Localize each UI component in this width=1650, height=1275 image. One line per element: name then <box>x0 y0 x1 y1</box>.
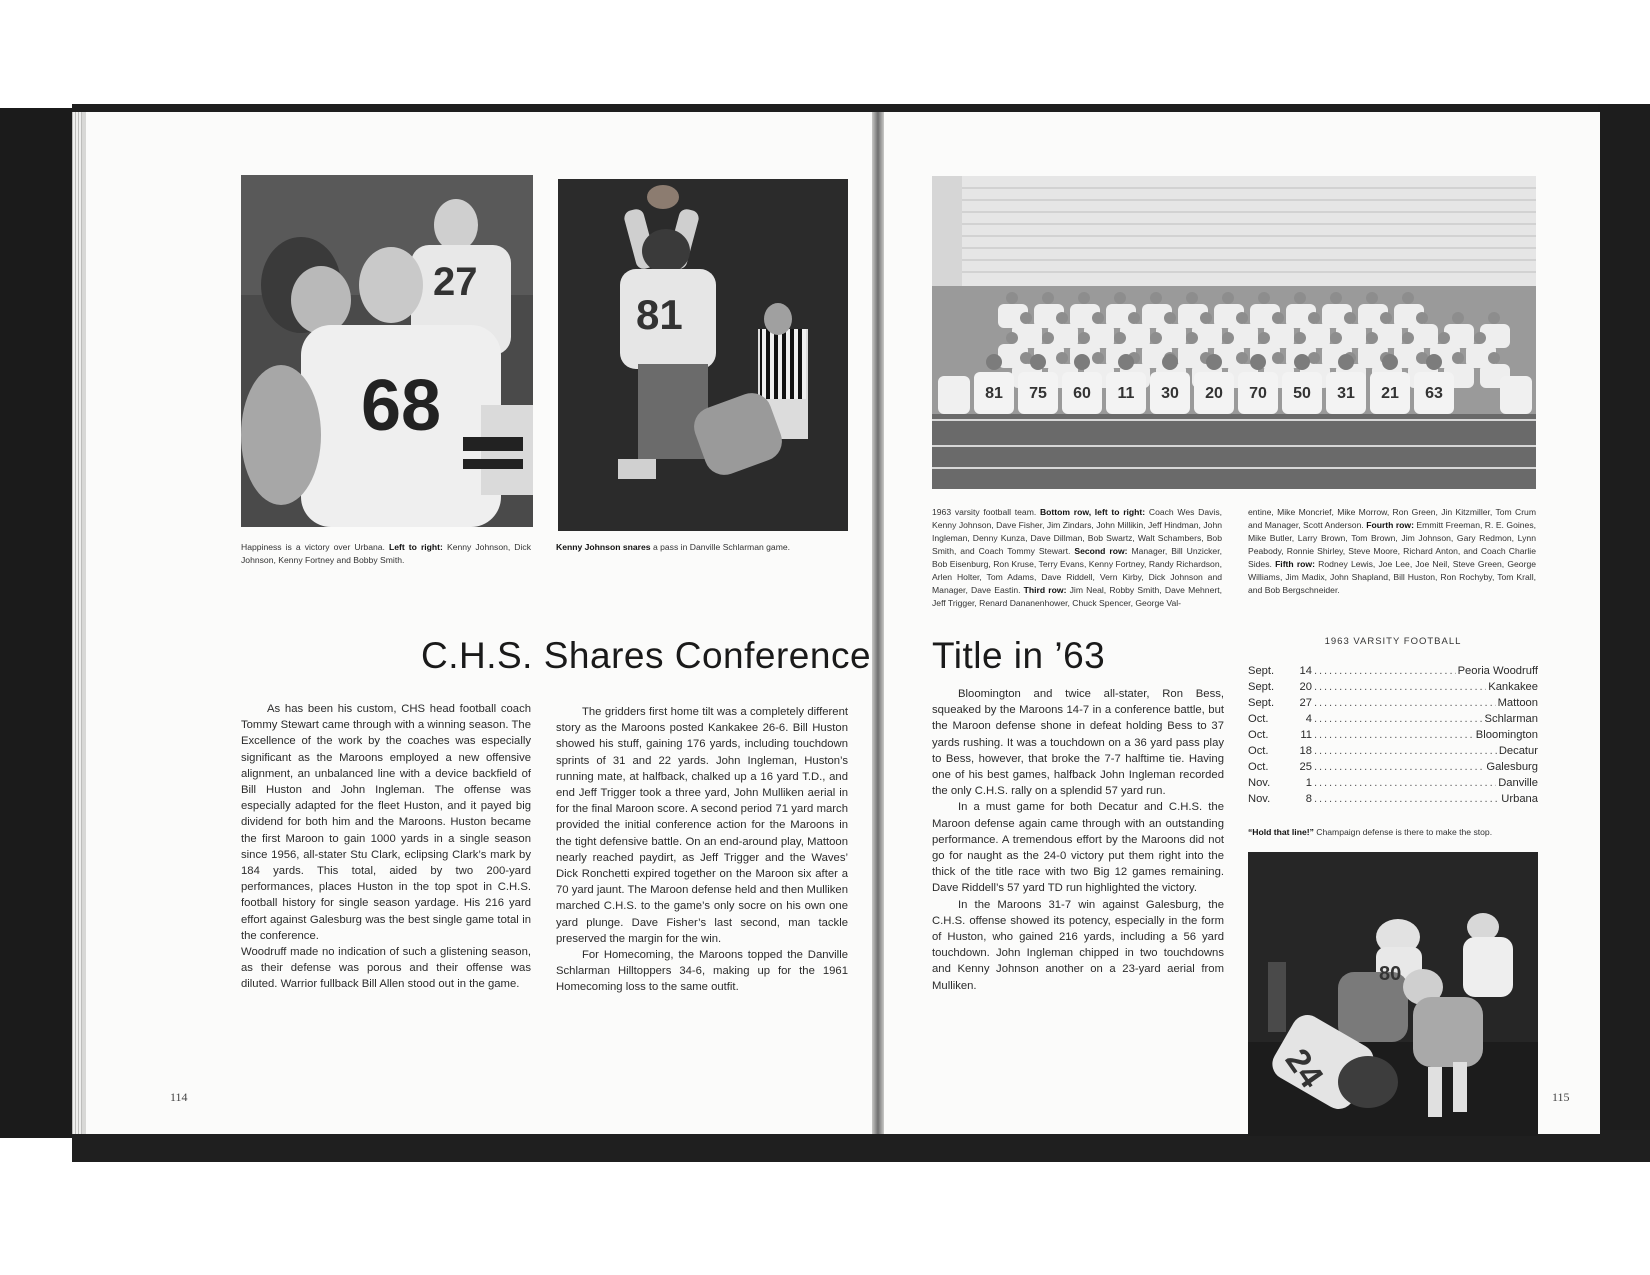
team-player-head <box>1294 354 1310 370</box>
leader-dots <box>1314 759 1484 775</box>
schedule-opponent: Kankakee <box>1488 681 1538 693</box>
team-caption-column-2 <box>1248 506 1536 616</box>
schedule-month: Sept. <box>1248 697 1275 709</box>
schedule-day: 4 <box>1305 713 1312 725</box>
team-player-head <box>1186 292 1198 304</box>
team-player-head <box>1150 332 1162 344</box>
caption-text: 1963 varsity football team. <box>932 507 1040 517</box>
schedule-row <box>1248 679 1538 695</box>
team-player-head <box>1020 312 1032 324</box>
caption-text: Happiness is a victory over Urbana. <box>241 542 385 552</box>
team-player-head <box>1186 332 1198 344</box>
schedule-month: Oct. <box>1248 761 1269 773</box>
schedule-row <box>1248 791 1538 807</box>
team-player-head <box>1206 354 1222 370</box>
caption-bold: Left to right: <box>389 542 443 552</box>
article-paragraph: Woodruff made no indication of such a glistening season, as their defense was porous and their offense was diluted. Warrior fullback Bill Allen stood out in the game. <box>241 946 531 991</box>
schedule-row <box>1248 727 1538 743</box>
team-player-head <box>1402 292 1414 304</box>
team-player-head <box>1236 352 1248 364</box>
caption-row-names: Jim Neal, Robby Smith, Dave Mehnert, Jeff Trigger, Renard Dananenhower, Chuck Spencer, George Val- <box>932 585 1222 608</box>
caption-row-names: entine, Mike Moncrief, Mike Morrow, Ron Green, Jin Kitzmiller, Tom Crum and Manager, Scott Anderson. <box>1248 507 1536 530</box>
team-player-head <box>1056 352 1068 364</box>
team-player-head <box>1164 312 1176 324</box>
team-player-head <box>1056 312 1068 324</box>
photo-defense <box>1248 852 1538 1136</box>
team-player-head <box>1344 312 1356 324</box>
photo-team <box>932 176 1536 489</box>
caption-defense <box>1248 826 1540 839</box>
leader-dots <box>1314 791 1499 807</box>
team-coach <box>938 376 970 414</box>
schedule-row <box>1248 775 1538 791</box>
photo-celebration <box>241 175 533 527</box>
caption-row-label: Third row: <box>1023 585 1070 595</box>
jersey-number: 20 <box>1205 385 1223 402</box>
team-player-head <box>1042 332 1054 344</box>
leader-dots <box>1314 775 1496 791</box>
jersey-number: 50 <box>1293 385 1311 402</box>
team-player-head <box>1330 292 1342 304</box>
team-player-head <box>1382 354 1398 370</box>
team-player-head <box>1042 292 1054 304</box>
article-paragraph: As has been his custom, CHS head football coach Tommy Stewart came through with a winning season. The Excellence of the work by the coaches was especially significant as the Maroons employed a new offensive alignment, an unbalanced line with a device backfield of Bill Huston and John Ingleman. The offense was especially adapted for the fleet Huston, and it payed big dividend for both him and the Maroons. Huston became the first Maroon to gain 1000 yards in a single season since 1956, all-stater Stu Clark, eclipsing Clark’s mark by 184 yards. This total, aided by two 200-yard performances, places Huston in the top spot in C.H.S. football history for single season yardage. His 216 yard effort against Galesburg was the best single game total in the conference. <box>241 703 531 942</box>
team-player-head <box>1308 312 1320 324</box>
headline-right: Title in ’63 <box>932 635 1106 676</box>
jersey-number: 60 <box>1073 385 1091 402</box>
schedule-opponent: Danville <box>1498 777 1538 789</box>
team-player-head <box>1380 312 1392 324</box>
caption-row-names: Coach Wes Davis, Kenny Johnson, Dave Fisher, Jim Zindars, John Millikin, Jeff Hindman, John Ingleman, Denny Kunza, Dave Dillman, Bob Swartz, Walt Schambers, Bob Smith, and Coach Tommy Stewart. <box>932 507 1222 556</box>
team-player-head <box>1474 332 1486 344</box>
team-player-head <box>1006 292 1018 304</box>
article-column-2 <box>556 704 848 996</box>
jersey-number: 30 <box>1161 385 1179 402</box>
team-player-head <box>986 354 1002 370</box>
team-player-head <box>1452 312 1464 324</box>
schedule-day: 18 <box>1299 745 1312 757</box>
team-player-head <box>1258 332 1270 344</box>
schedule-month: Sept. <box>1248 665 1275 677</box>
schedule-row <box>1248 743 1538 759</box>
jersey-number: 68 <box>361 366 442 446</box>
team-coach <box>1500 376 1532 414</box>
photo-catch <box>558 179 848 531</box>
schedule-row <box>1248 711 1538 727</box>
team-player-head <box>1074 354 1090 370</box>
schedule-opponent: Schlarman <box>1484 713 1538 725</box>
book-gutter <box>872 112 884 1134</box>
headline-left: C.H.S. Shares Conference <box>421 635 872 676</box>
team-player-head <box>1272 312 1284 324</box>
jersey-number: 81 <box>985 385 1003 402</box>
team-player-head <box>1338 354 1354 370</box>
caption-row-names: Manager, Bill Unzicker, Bob Eisenburg, Ron Kruse, Terry Evans, Kenny Fortney, Randy Richardson, Arlen Holter, Tom Adams, Dave Riddell, Vern Kirby, Dick Johnson and Manager, Dave Eastin. <box>932 546 1222 595</box>
team-player-head <box>1092 312 1104 324</box>
team-player-head <box>1366 332 1378 344</box>
jersey-number: 24 <box>1277 1042 1331 1095</box>
schedule-opponent: Bloomington <box>1475 729 1538 741</box>
page-number-left: 114 <box>170 1090 188 1104</box>
team-player-head <box>1236 312 1248 324</box>
team-player-head <box>1150 292 1162 304</box>
leader-dots <box>1314 727 1474 743</box>
team-player-head <box>1426 354 1442 370</box>
team-player-head <box>1488 312 1500 324</box>
page-number-right: 115 <box>1552 1090 1570 1104</box>
schedule-month: Oct. <box>1248 745 1269 757</box>
team-player-head <box>1488 352 1500 364</box>
caption-row-label: Second row: <box>1074 546 1132 556</box>
caption-text: a pass in Danville Schlarman game. <box>652 542 791 552</box>
schedule-day: 11 <box>1300 729 1312 741</box>
team-player-head <box>1118 354 1134 370</box>
team-player-head <box>1114 332 1126 344</box>
schedule-title: 1963 VARSITY FOOTBALL <box>1324 636 1462 647</box>
jersey-number: 80 <box>1379 963 1402 985</box>
team-player-head <box>1366 292 1378 304</box>
jersey-number: 21 <box>1381 385 1399 402</box>
team-player-head <box>1030 354 1046 370</box>
article-paragraph: The gridders first home tilt was a completely different story as the Maroons posted Kankakee 26-6. Bill Huston showed his stuff, gaining 176 yards, including touchdown sprints of 31 and 22 yards. John Ingleman, Huston’s running mate, at halfback, chalked up a 16 yard T.D., and end Jeff Trigger took a three yard, John Mulliken aerial in for the final Maroon score. A second period 71 yard march provided the initial conference action for the Maroons in the tight defensive battle. On an end-around play, Mattoon nearly reached paydirt, as Jeff Trigger and the Waves’ Dick Ronchetti expired together on the Maroon six after a 70 yard jaunt. The Maroon defense held and then Mulliken marched C.H.S. to the game’s only socre on his own one yard plunge. Dave Fisher’s last second, man tackle preserved the margin for the win. <box>556 706 848 945</box>
caption-catch <box>556 541 848 554</box>
jersey-number: 63 <box>1425 385 1443 402</box>
caption-bold: “Hold that line!” <box>1248 827 1314 837</box>
jersey-number: 81 <box>636 291 683 338</box>
team-player-head <box>1438 332 1450 344</box>
article-paragraph: In a must game for both Decatur and C.H.S. the Maroon defense again came through with an outstanding performance. A tremendous effort by the Maroons did not go for naught as the 24-0 victory put them right into the thick of the title race with two Big 12 games remaining. Dave Riddell’s 57 yard TD run highlighted the victory. <box>932 801 1224 895</box>
schedule-row <box>1248 663 1538 679</box>
schedule-opponent: Urbana <box>1501 793 1538 805</box>
jersey-number: 11 <box>1117 385 1135 402</box>
schedule-row <box>1248 759 1538 775</box>
article-paragraph: Bloomington and twice all-stater, Ron Bess, squeaked by the Maroons 14-7 in a conference battle, but the Maroon defense shone in defeat holding Bess to 37 yards rushing. It was a touchdown on a 36 yard pass play to Bess, however, that broke the 7-7 halftime tie. Having one of his best games, halfback John Ingleman recorded the only C.H.S. rally on a splendid 57 yard run. <box>932 688 1224 798</box>
caption-row-label: Fourth row: <box>1366 520 1417 530</box>
schedule-opponent: Galesburg <box>1486 761 1538 773</box>
leader-dots <box>1314 679 1486 695</box>
team-player-head <box>1250 354 1266 370</box>
schedule-month: Oct. <box>1248 729 1269 741</box>
team-player-head <box>1452 352 1464 364</box>
schedule-day: 1 <box>1305 777 1312 789</box>
schedule-month: Sept. <box>1248 681 1275 693</box>
article-column-3 <box>932 686 1224 994</box>
article-column-1 <box>241 701 531 993</box>
schedule-opponent: Mattoon <box>1497 697 1538 709</box>
caption-row-names: Rodney Lewis, Joe Lee, Joe Neil, Steve Green, George Williams, Jim Madix, John Shapland, Bill Huston, Ron Rochyby, Tom Krall, and Bob Bergschneider. <box>1248 559 1536 595</box>
schedule-month: Oct. <box>1248 713 1269 725</box>
caption-row-label: Fifth row: <box>1275 559 1319 569</box>
book-edge-right <box>1598 104 1650 1138</box>
team-player-head <box>1200 312 1212 324</box>
jersey-number: 31 <box>1337 385 1355 402</box>
caption-text: Kenny Johnson, Dick Johnson, Kenny Fortney and Bobby Smith. <box>241 542 532 565</box>
leader-dots <box>1314 711 1483 727</box>
team-player-head <box>1078 332 1090 344</box>
team-player-head <box>1092 352 1104 364</box>
book-edge-left <box>0 108 72 1138</box>
team-player-head <box>1416 312 1428 324</box>
schedule-day: 27 <box>1299 697 1312 709</box>
schedule-day: 25 <box>1299 761 1312 773</box>
leader-dots <box>1314 695 1496 711</box>
schedule-opponent: Peoria Woodruff <box>1457 665 1538 677</box>
jersey-number: 70 <box>1249 385 1267 402</box>
team-player-head <box>1128 312 1140 324</box>
leader-dots <box>1314 743 1497 759</box>
team-player-head <box>1330 332 1342 344</box>
schedule-day: 20 <box>1299 681 1312 693</box>
article-paragraph: For Homecoming, the Maroons topped the Danville Schlarman Hilltoppers 34-6, making up for the 1961 Homecoming loss to the same outfit. <box>556 949 848 994</box>
schedule-opponent: Decatur <box>1498 745 1538 757</box>
team-player-head <box>1222 292 1234 304</box>
team-player-head <box>1272 352 1284 364</box>
team-player-head <box>1258 292 1270 304</box>
leader-dots <box>1314 663 1456 679</box>
jersey-number: 27 <box>433 260 478 304</box>
schedule <box>1248 636 1538 807</box>
team-player-head <box>1078 292 1090 304</box>
team-player-head <box>1006 332 1018 344</box>
team-player-head <box>1114 292 1126 304</box>
page-stack-edge <box>72 112 82 1134</box>
caption-bold: Kenny Johnson snares <box>556 542 651 552</box>
caption-row-names: Emmitt Freeman, R. E. Goines, Mike Butler, Larry Brown, Tom Brown, Jim Johnson, Gary Redmon, Lynn Peabody, Ronnie Shirley, Steve Moore, Richard Anton, and Coach Charlie Sides. <box>1248 520 1536 569</box>
schedule-list <box>1248 663 1538 807</box>
caption-row-label: Bottom row, left to right: <box>1039 507 1149 517</box>
schedule-day: 8 <box>1305 793 1312 805</box>
schedule-row <box>1248 695 1538 711</box>
article-paragraph: In the Maroons 31-7 win against Galesburg, the C.H.S. offense showed its potency, especially in the form of Huston, who gained 216 yards, including a 56 yard touchdown. John Ingleman chipped in two touchdowns and Kenny Johnson another on a 23-yard aerial from Mulliken. <box>932 898 1224 992</box>
schedule-month: Nov. <box>1248 793 1271 805</box>
team-player-head <box>1294 332 1306 344</box>
schedule-month: Nov. <box>1248 777 1271 789</box>
team-player-head <box>1222 332 1234 344</box>
team-player-head <box>1402 332 1414 344</box>
team-player-head <box>1294 292 1306 304</box>
jersey-number: 75 <box>1029 385 1047 402</box>
caption-celebration <box>241 541 531 567</box>
schedule-day: 14 <box>1299 665 1312 677</box>
caption-text: Champaign defense is there to make the stop. <box>1316 827 1493 837</box>
team-caption-column-1 <box>932 506 1222 626</box>
team-player-head <box>1162 354 1178 370</box>
